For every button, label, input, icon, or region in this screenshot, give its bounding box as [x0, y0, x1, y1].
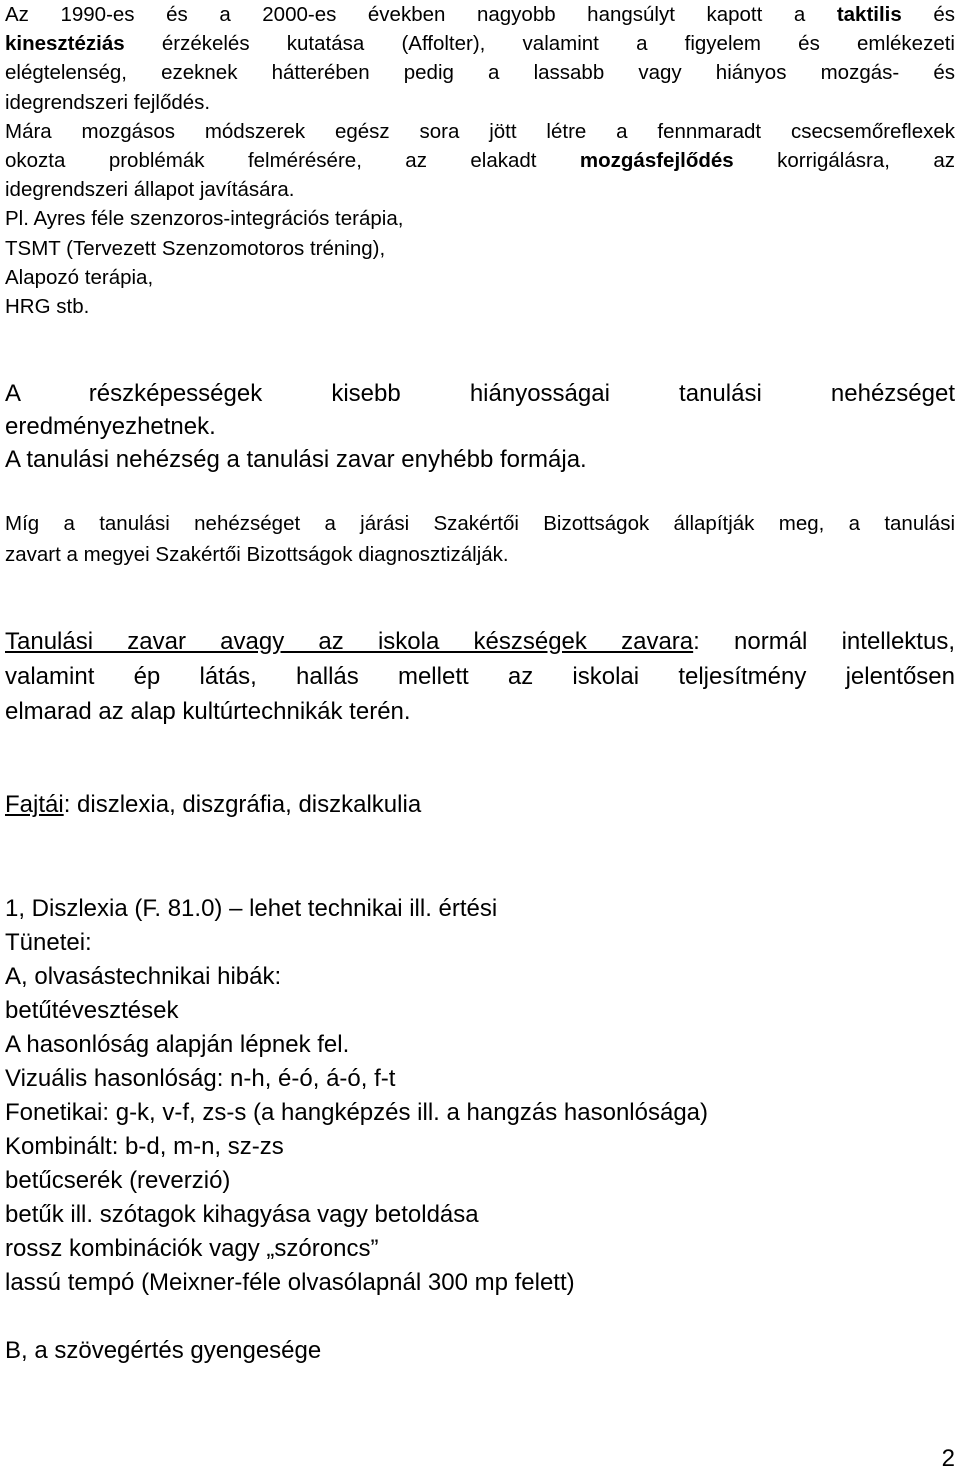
list-spacer — [5, 1300, 955, 1334]
text-line: Alapozó terápia, — [5, 265, 154, 289]
learning-difficulty-paragraph — [5, 377, 955, 476]
list-item: betűcserék (reverzió) — [5, 1167, 231, 1194]
list-item: 1, Diszlexia (F. 81.0) – lehet technikai ill. értési — [5, 895, 498, 922]
underlined-term: Tanulási zavar avagy az iskola készségek zavara — [5, 628, 694, 655]
dyslexia-list — [5, 892, 955, 1368]
page-number: 2 — [941, 1445, 955, 1472]
list-item: lassú tempó (Meixner-féle olvasólapnál 300 mp felett) — [5, 1269, 575, 1296]
bold-term: mozgásfejlődés — [579, 149, 734, 173]
bold-term: kinesztéziás — [5, 32, 125, 56]
text-line: Tanulási zavar avagy az iskola készségek zavara: normál intellektus, — [5, 628, 955, 655]
text-line: elégtelenség, ezeknek hátterében pedig a lassabb vagy hiányos mozgás- és — [5, 61, 955, 85]
list-item: rossz kombinációk vagy „szóroncs” — [5, 1235, 379, 1262]
list-item: A hasonlóság alapján lépnek fel. — [5, 1031, 350, 1058]
text-line: A tanulási nehézség a tanulási zavar enyhébb formája. — [5, 446, 587, 473]
text-line: Pl. Ayres féle szenzoros-integrációs terápia, — [5, 207, 404, 231]
definition-paragraph — [5, 624, 955, 729]
list-item: Fonetikai: g-k, v-f, zs-s (a hangképzés ill. a hangzás hasonlósága) — [5, 1099, 709, 1126]
intro-paragraph — [5, 0, 955, 321]
text-line: eredményezhetnek. — [5, 413, 216, 440]
list-item: Kombinált: b-d, m-n, sz-zs — [5, 1133, 284, 1160]
text-line: Fajtái: diszlexia, diszgráfia, diszkalkulia — [5, 791, 422, 818]
list-item: B, a szövegértés gyengesége — [5, 1337, 322, 1364]
text-line: elmarad az alap kultúrtechnikák terén. — [5, 698, 411, 725]
list-item: Tünetei: — [5, 929, 92, 956]
committee-paragraph — [5, 508, 955, 570]
list-item: A, olvasástechnikai hibák: — [5, 963, 282, 990]
text-line: TSMT (Tervezett Szenzomotoros tréning), — [5, 236, 386, 260]
list-item: Vizuális hasonlóság: n-h, é-ó, á-ó, f-t — [5, 1065, 396, 1092]
list-item: betűk ill. szótagok kihagyása vagy betoldása — [5, 1201, 479, 1228]
text-line: Mára mozgásos módszerek egész sora jött létre a fennmaradt csecsemőreflexek — [5, 119, 955, 143]
text-line: kinesztéziás érzékelés kutatása (Affolter), valamint a figyelem és emlékezeti — [5, 32, 955, 56]
text-line: A részképességek kisebb hiányosságai tanulási nehézséget — [5, 380, 955, 407]
text-line: valamint ép látás, hallás mellett az iskolai teljesítmény jelentősen — [5, 663, 955, 690]
text-line: zavart a megyei Szakértői Bizottságok diagnosztizálják. — [5, 543, 509, 566]
underlined-term: Fajtái — [5, 791, 64, 818]
text-line: idegrendszeri állapot javítására. — [5, 178, 295, 202]
list-item: betűtévesztések — [5, 997, 179, 1024]
text-line: Az 1990-es és a 2000-es években nagyobb hangsúlyt kapott a taktilis és — [5, 3, 955, 26]
text-line: HRG stb. — [5, 295, 90, 319]
text-line: idegrendszeri fejlődés. — [5, 90, 211, 114]
types-line — [5, 788, 955, 822]
text-line: okozta problémák felmérésére, az elakadt mozgásfejlődés korrigálásra, az — [5, 149, 955, 173]
text-line: Míg a tanulási nehézséget a járási Szakértői Bizottságok állapítják meg, a tanulási — [5, 512, 955, 535]
bold-term: taktilis — [836, 3, 902, 26]
